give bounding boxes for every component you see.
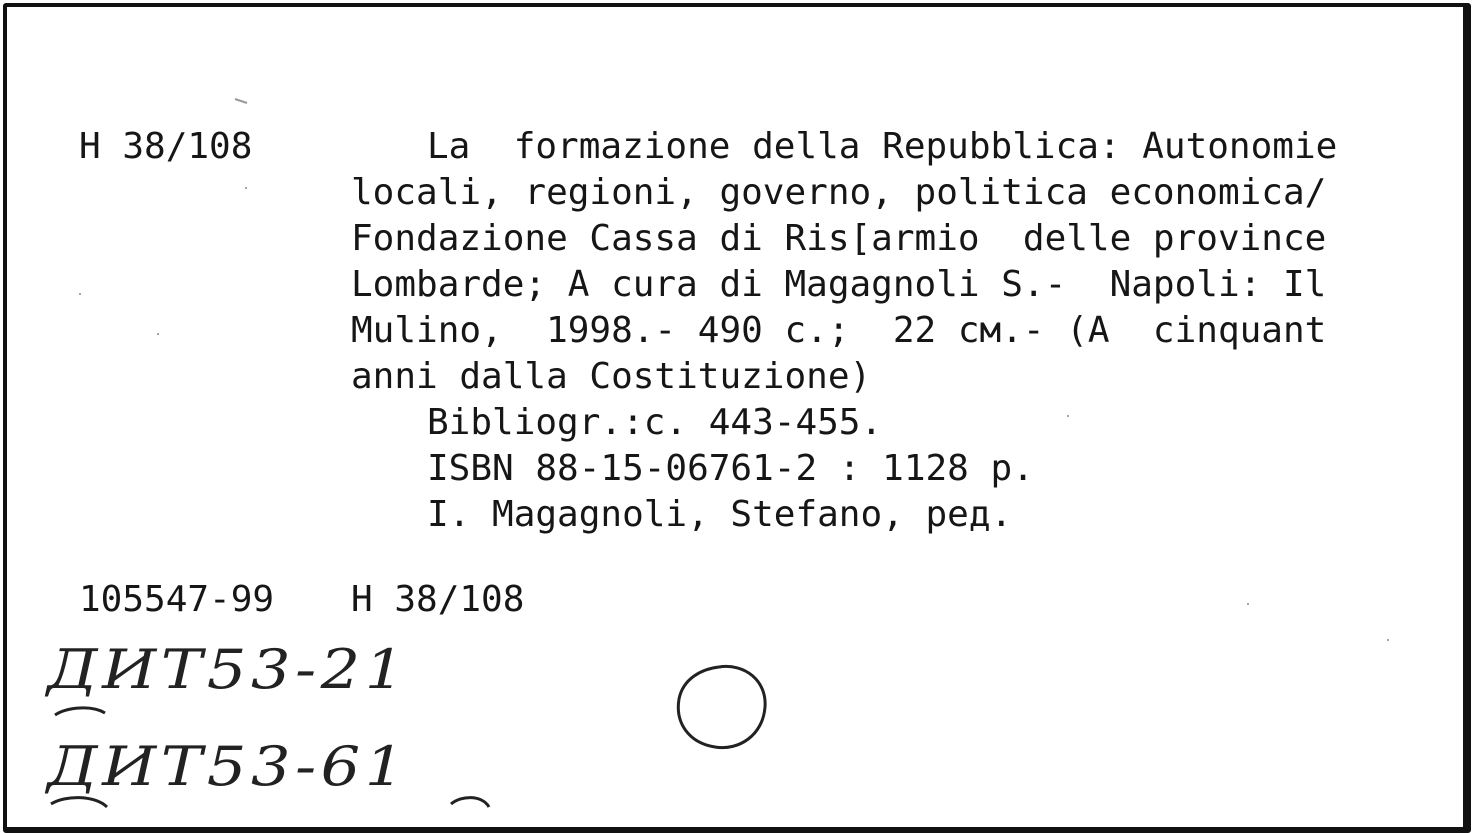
speck — [1067, 415, 1069, 417]
shelf-mark: H 38/108 — [351, 579, 525, 620]
speck — [79, 293, 81, 295]
bibliography-note: Bibliogr.:c. 443-455. — [427, 402, 883, 443]
title-line-1: La formazione della Repubblica: Autonomie — [427, 126, 1338, 167]
speck — [1387, 639, 1389, 641]
editor-line: I. Magagnoli, Stefano, ред. — [427, 494, 1013, 535]
title-line-3: Fondazione Cassa di Ris[armio delle province — [351, 218, 1327, 259]
call-number: H 38/108 — [79, 126, 253, 167]
speck — [245, 187, 247, 189]
speck — [157, 333, 159, 335]
title-line-6: anni dalla Costituzione) — [351, 356, 872, 397]
title-line-5: Mulino, 1998.- 490 c.; 22 см.- (A cinquant — [351, 310, 1327, 351]
accession-number: 105547-99 — [79, 579, 275, 620]
handwritten-code-1: ДИТ53-21 — [47, 638, 409, 701]
speck — [1247, 603, 1249, 605]
circle-mark-icon — [667, 659, 777, 759]
isbn-line: ISBN 88-15-06761-2 : 1128 p. — [427, 448, 1034, 489]
catalog-card — [3, 3, 1471, 833]
title-line-2: locali, regioni, governo, politica economica/ — [351, 172, 1327, 213]
handwritten-code-2: ДИТ53-61 — [47, 735, 409, 798]
title-line-4: Lombarde; A cura di Magagnoli S.- Napoli: Il — [351, 264, 1327, 305]
